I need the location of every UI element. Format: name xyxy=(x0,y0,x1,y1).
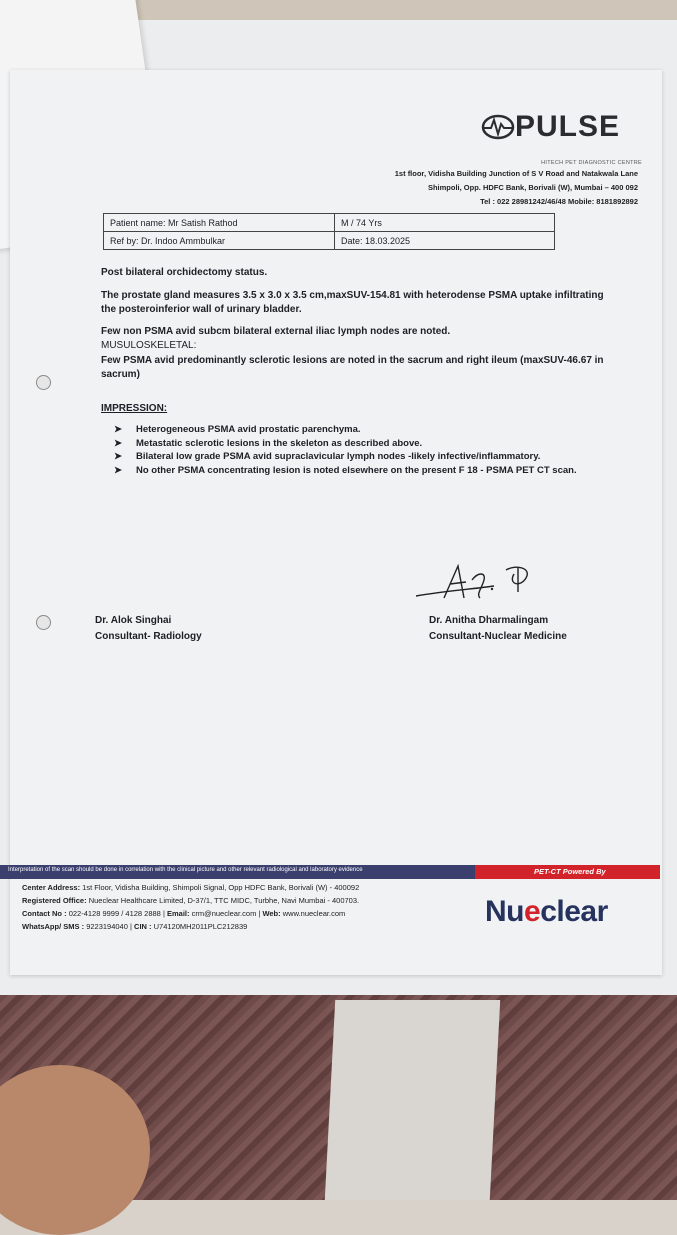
signature-image xyxy=(414,558,554,608)
patient-info-table xyxy=(103,213,555,250)
prostate-finding: The prostate gland measures 3.5 x 3.0 x 3.5 cm,maxSUV-154.81 with heterodense PSMA uptake infiltrating the posteroinferior wall of urinary bladder. xyxy=(101,290,604,315)
impression-heading: IMPRESSION: xyxy=(101,403,168,414)
msk-finding: Few PSMA avid predominantly sclerotic lesions are noted in the sacrum and right ileum (maxSUV-46.67 in sacrum) xyxy=(101,355,604,380)
impression-item: ➤ Metastatic sclerotic lesions in the skeleton as described above. xyxy=(114,438,634,452)
patient-gender-age: M / 74 Yrs xyxy=(335,214,555,232)
brand-subtitle: HITECH PET DIAGNOSTIC CENTRE xyxy=(541,160,642,166)
report-page xyxy=(10,70,662,975)
address-line-2: Shimpoli, Opp. HDFC Bank, Borivali (W), Mumbai – 400 092 xyxy=(427,183,638,192)
contact-line: Contact No : 022-4128 9999 / 4128 2888 | Email: crm@nueclear.com | Web: www.nueclear.com xyxy=(22,909,346,918)
disclaimer: Interpretation of the scan should be done in correlation with the clinical picture and other relevant radiological and laboratory evidence xyxy=(8,867,363,873)
report-date: Date: 18.03.2025 xyxy=(335,232,555,250)
nueclear-logo: Nueclear xyxy=(485,895,608,928)
impression-item: ➤ Bilateral low grade PSMA avid supraclavicular lymph nodes -likely infective/inflammatory. xyxy=(114,451,634,465)
punch-hole-lower xyxy=(36,615,51,630)
registered-office: Registered Office: Nueclear Healthcare Limited, D-37/1, TTC MIDC, Turbhe, Navi Mumbai - 400703. xyxy=(22,896,360,905)
doctor-name: Dr. Anitha Dharmalingam xyxy=(429,615,549,626)
arrow-bullet-icon: ➤ xyxy=(114,437,122,449)
impression-list xyxy=(114,424,634,478)
center-address: Center Address: 1st Floor, Vidisha Building, Shimpoli Signal, Opp HDFC Bank, Borivali (W) - 400092 xyxy=(22,883,360,892)
doctor-title: Consultant- Radiology xyxy=(95,631,202,642)
pulse-logo xyxy=(481,110,620,144)
status-line: Post bilateral orchidectomy status. xyxy=(101,267,268,278)
footer-bar xyxy=(0,865,660,879)
impression-item: ➤ Heterogeneous PSMA avid prostatic parenchyma. xyxy=(114,424,634,438)
arrow-bullet-icon: ➤ xyxy=(114,451,122,462)
carpet-stripe xyxy=(325,1000,500,1200)
doctor-name: Dr. Alok Singhai xyxy=(95,615,172,626)
msk-heading: MUSULOSKELETAL: xyxy=(101,340,197,351)
impression-item: ➤ No other PSMA concentrating lesion is noted elsewhere on the present F 18 - PSMA PET CT scan. xyxy=(114,465,634,479)
address-line-1: 1st floor, Vidisha Building Junction of S V Road and Natakwala Lane xyxy=(394,169,638,178)
brand-name: PULSE xyxy=(514,110,620,143)
arrow-bullet-icon: ➤ xyxy=(114,464,122,476)
powered-by: PET-CT Powered By xyxy=(534,867,606,876)
doctor-radiology xyxy=(95,613,202,645)
pulse-swirl-icon xyxy=(481,113,515,141)
punch-hole-upper xyxy=(36,375,51,390)
lymph-finding: Few non PSMA avid subcm bilateral external iliac lymph nodes are noted. xyxy=(101,326,451,337)
referred-by: Ref by: Dr. Indoo Ammbulkar xyxy=(104,232,335,250)
arrow-bullet-icon: ➤ xyxy=(114,424,122,435)
doctor-title: Consultant-Nuclear Medicine xyxy=(429,631,567,642)
whatsapp-line: WhatsApp/ SMS : 9223194040 | CIN : U74120MH2011PLC212839 xyxy=(22,922,248,931)
phone-line: Tel : 022 28981242/46/48 Mobile: 8181892892 xyxy=(480,197,638,206)
patient-name: Patient name: Mr Satish Rathod xyxy=(104,214,335,232)
doctor-nuclear-medicine xyxy=(429,613,567,645)
